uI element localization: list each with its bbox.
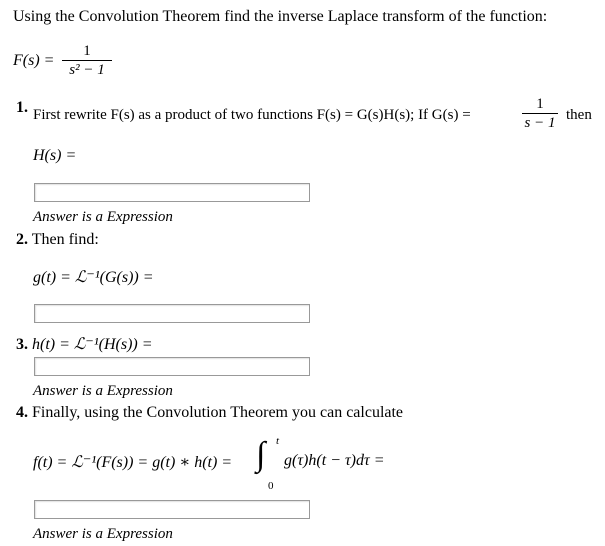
step1-then: then bbox=[566, 107, 592, 123]
intro-text: Using the Convolution Theorem find the inverse Laplace transform of the function: bbox=[13, 8, 548, 25]
h-time-answer-input[interactable] bbox=[34, 357, 310, 376]
h-answer-input[interactable] bbox=[34, 183, 310, 202]
step4-number: 4. bbox=[16, 404, 28, 421]
step4-line bbox=[16, 404, 403, 422]
integral-upper-limit: t bbox=[276, 435, 280, 447]
integral-lower-limit: 0 bbox=[268, 480, 274, 492]
g-denominator: s − 1 bbox=[524, 115, 556, 131]
step4-hint: Answer is a Expression bbox=[33, 526, 173, 542]
step1-number: 1. bbox=[16, 99, 28, 116]
step3-line bbox=[16, 334, 153, 354]
function-fraction bbox=[62, 42, 112, 79]
function-numerator: 1 bbox=[83, 43, 91, 59]
h-label: H(s) = bbox=[33, 147, 77, 164]
step2-line bbox=[16, 231, 99, 249]
integrand: g(τ)h(t − τ)dτ = bbox=[284, 452, 385, 469]
step2-number: 2. bbox=[16, 231, 28, 248]
g-answer-input[interactable] bbox=[34, 304, 310, 323]
g-fraction bbox=[522, 95, 558, 132]
step4-text: Finally, using the Convolution Theorem you can calculate bbox=[32, 404, 404, 421]
f-answer-input[interactable] bbox=[34, 500, 310, 519]
step2-text: Then find: bbox=[31, 231, 99, 248]
step3-label: h(t) = ℒ⁻¹(H(s)) = bbox=[32, 336, 153, 353]
step1-hint: Answer is a Expression bbox=[33, 209, 173, 225]
step3-hint: Answer is a Expression bbox=[33, 383, 173, 399]
step1-text: First rewrite F(s) as a product of two functions F(s) = G(s)H(s); If G(s) = bbox=[33, 107, 471, 123]
function-lhs: F(s) = bbox=[13, 52, 55, 69]
g-label: g(t) = ℒ⁻¹(G(s)) = bbox=[33, 269, 154, 286]
integral-sign: ∫ bbox=[256, 436, 266, 473]
convolution-lhs: f(t) = ℒ⁻¹(F(s)) = g(t) ∗ h(t) = bbox=[33, 454, 233, 471]
step3-number: 3. bbox=[16, 336, 28, 353]
g-numerator: 1 bbox=[536, 96, 544, 112]
function-denominator: s² − 1 bbox=[69, 62, 105, 78]
